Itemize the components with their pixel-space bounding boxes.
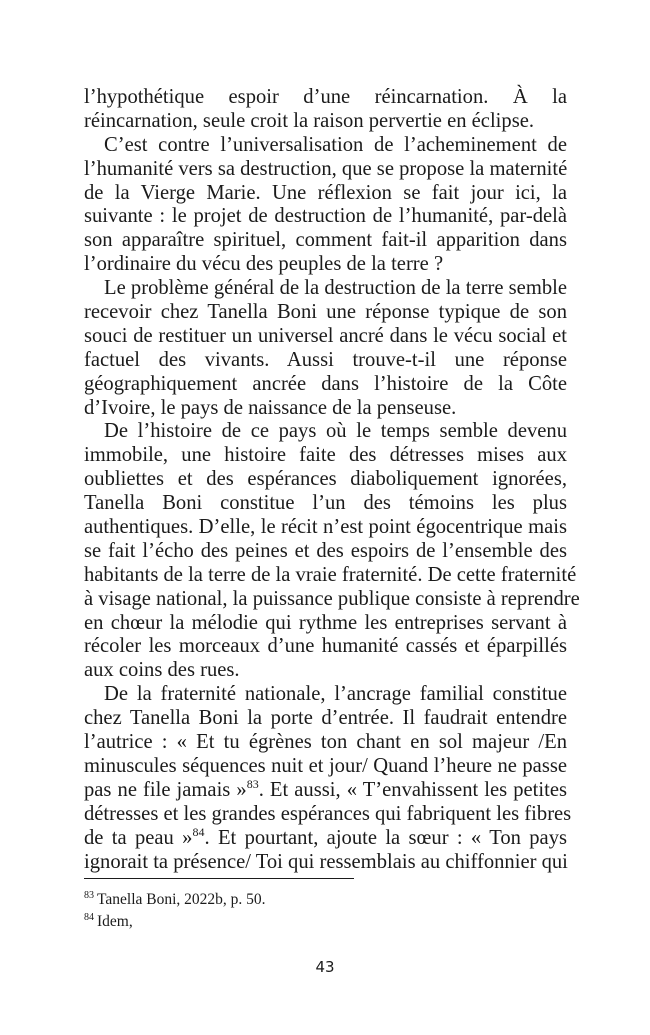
footnote-number: 83: [84, 889, 94, 901]
text-line: immobile, une histoire faite des détresses mises aux: [84, 444, 567, 467]
text-line: authentiques. D’elle, le récit n’est point égocentrique mais: [84, 516, 567, 539]
text-line: son apparaître spirituel, comment fait-il apparition dans: [84, 229, 567, 252]
text-line: souci de restituer un universel ancré dans le vécu social et: [84, 324, 567, 347]
text-line: en chœur la mélodie qui rythme les entreprises servant à: [84, 611, 567, 634]
text-line: C’est contre l’universalisation de l’acheminement de: [104, 133, 567, 156]
footnote-number: 84: [84, 911, 94, 923]
footnote-ref-84: 84: [192, 824, 205, 839]
text-line-with-note: [84, 776, 567, 803]
text-line-with-note: [84, 824, 567, 851]
text-line: réincarnation, seule croit la raison pervertie en éclipse.: [84, 109, 534, 132]
text-line: De la fraternité nationale, l’ancrage familial constitue: [104, 683, 567, 706]
text-segment: . Et pourtant, ajoute la sœur : « Ton pays: [204, 826, 567, 849]
footnote-text: Tanella Boni, 2022b, p. 50.: [97, 891, 266, 908]
text-line: l’humanité vers sa destruction, que se propose la maternité: [84, 157, 568, 180]
text-line: recevoir chez Tanella Boni une réponse typique de son: [84, 301, 567, 324]
footnote-separator: [84, 878, 354, 879]
text-line: à visage national, la puissance publique consiste à reprendre: [84, 587, 580, 610]
text-line: De l’histoire de ce pays où le temps semble devenu: [104, 420, 567, 443]
text-line: factuel des vivants. Aussi trouve-t-il une réponse: [84, 348, 567, 371]
text-line: d’Ivoire, le pays de naissance de la penseuse.: [84, 396, 457, 419]
footnotes: [84, 889, 567, 933]
text-segment: . Et aussi, « T’envahissent les petites: [258, 778, 567, 801]
text-line: ignorait ta présence/ Toi qui ressemblais au chiffonnier qui: [84, 850, 568, 873]
footnote-ref-83: 83: [246, 776, 259, 791]
text-line: l’hypothétique espoir d’une réincarnation. À la: [84, 86, 567, 108]
text-line: habitants de la terre de la vraie fraternité. De cette fraternité: [84, 563, 577, 586]
page-number: 43: [315, 958, 335, 976]
text-line: oubliettes et des espérances diaboliquement ignorées,: [84, 468, 567, 491]
text-line: Tanella Boni constitue l’un des témoins les plus: [84, 492, 567, 515]
text-line: aux coins des rues.: [84, 659, 240, 682]
text-line: se fait l’écho des peines et des espoirs de l’ensemble des: [84, 539, 567, 562]
text-line: l’autrice : « Et tu égrènes ton chant en sol majeur /En: [84, 731, 567, 754]
text-line: l’ordinaire du vécu des peuples de la terre ?: [84, 253, 444, 276]
text-line: détresses et les grandes espérances qui fabriquent les fibres: [84, 802, 572, 825]
body-text: [84, 86, 580, 874]
text-line: Le problème général de la destruction de la terre semble: [104, 277, 567, 300]
footnote: [84, 911, 567, 933]
text-segment: pas ne file jamais »: [84, 778, 247, 801]
text-line: minuscules séquences nuit et jour/ Quand l’heure ne passe: [84, 754, 567, 777]
text-segment: de ta peau »: [84, 826, 193, 849]
text-line: géographiquement ancrée dans l’histoire de la Côte: [84, 372, 567, 395]
text-line: de la Vierge Marie. Une réflexion se fait jour ici, la: [84, 181, 567, 204]
footnote-text: Idem,: [97, 913, 133, 930]
text-line: chez Tanella Boni la porte d’entrée. Il faudrait entendre: [84, 707, 567, 730]
text-line: récoler les morceaux d’une humanité cassés et éparpillés: [84, 635, 567, 658]
text-line: suivante : le projet de destruction de l’humanité, par-delà: [84, 205, 567, 228]
footnote: [84, 889, 567, 911]
